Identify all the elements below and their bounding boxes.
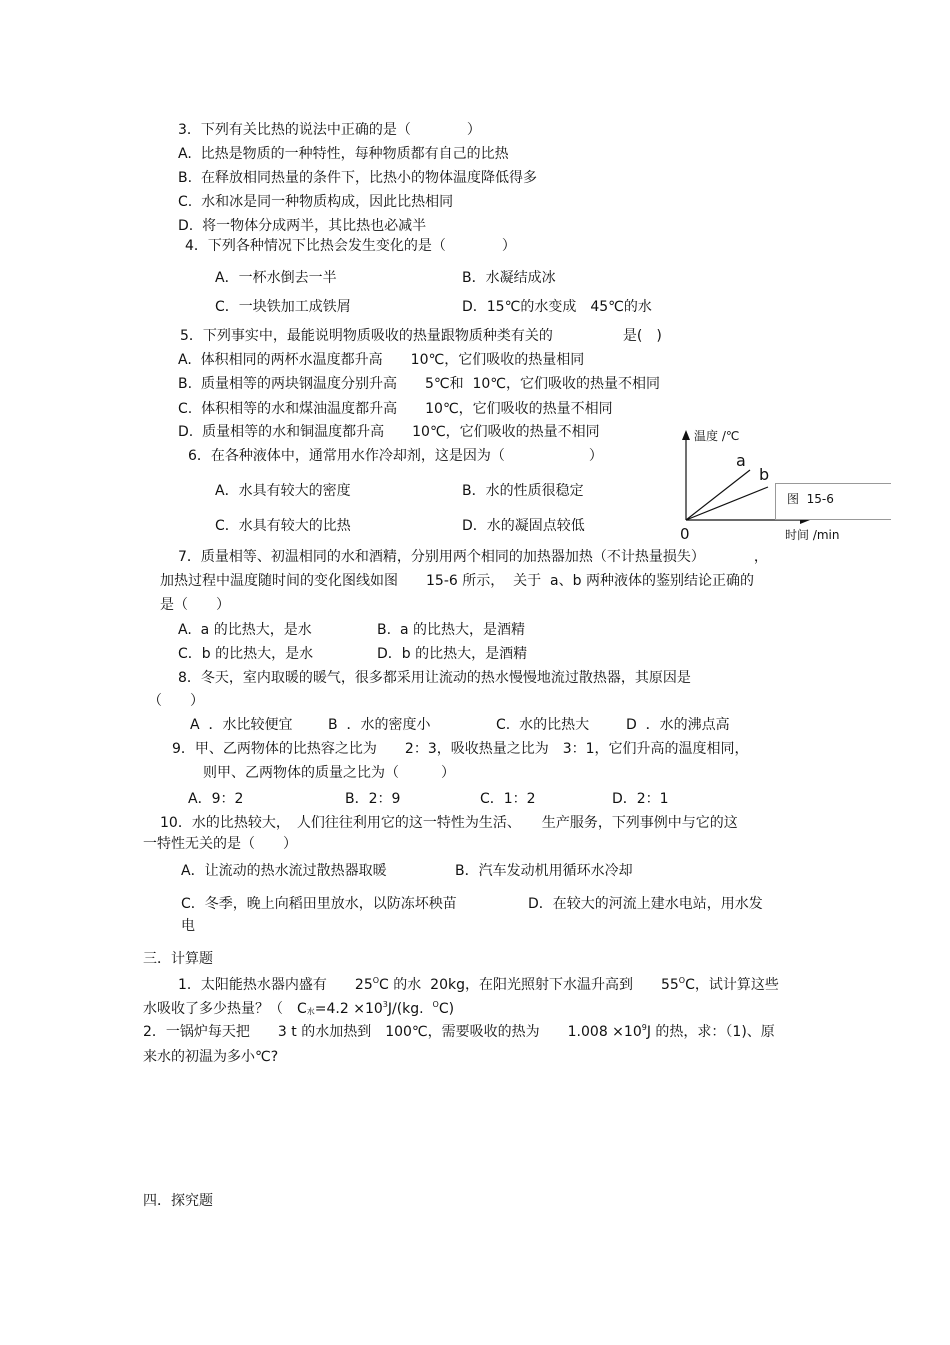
q4-option-d: D．15℃的水变成 45℃的水 xyxy=(462,299,652,315)
q9-stem-line-2: 则甲、乙两物体的质量之比为（ ） xyxy=(203,765,455,781)
q3-option-d: D. 将一物体分成两半，其比热也必减半 xyxy=(178,218,427,234)
figure-line-a-label: a xyxy=(736,451,746,470)
q6-stem: 6．在各种液体中，通常用水作冷却剂，这是因为（ ） xyxy=(188,448,603,464)
q8-option-d: D ．水的沸点高 xyxy=(626,717,730,733)
figure-origin-label: 0 xyxy=(680,525,690,543)
q5-option-b: B. 质量相等的两块钢温度分别升高 5℃和 10℃，它们吸收的热量不相同 xyxy=(178,376,661,392)
q4-stem: 4．下列各种情况下比热会发生变化的是（ ） xyxy=(185,238,516,254)
q4-option-b: B．水凝结成冰 xyxy=(462,270,556,286)
q8-option-a: A ．水比较便宜 xyxy=(190,717,293,733)
q4-option-c: C．一块铁加工成铁屑 xyxy=(215,299,351,315)
q5-option-a: A. 体积相同的两杯水温度都升高 10℃，它们吸收的热量相同 xyxy=(178,352,585,368)
calc-1-line-2: 水吸收了多少热量？（ $C_水=4.2 \times 10^3J/(kg$. $^O$C) xyxy=(143,1000,455,1017)
q3-option-c: C. 水和冰是同一种物质构成，因此比热相同 xyxy=(178,194,454,210)
q5-stem: 5．下列事实中，最能说明物质吸收的热量跟物质种类有关的 是( ) xyxy=(180,328,662,344)
q8-option-b: B ．水的密度小 xyxy=(328,717,431,733)
q10-option-d-line-2: 电 xyxy=(181,918,195,934)
q6-option-c: C．水具有较大的比热 xyxy=(215,518,351,534)
q5-option-d: D. 质量相等的水和铜温度都升高 10℃，它们吸收的热量不相同 xyxy=(178,424,600,440)
q3-option-b: B. 在释放相同热量的条件下，比热小的物体温度降低得多 xyxy=(178,170,537,186)
section-3-title: 三．计算题 xyxy=(143,951,213,967)
calc-2-line-1: 2．一锅炉每天把 3 t 的水加热到 100℃，需要吸收的热为 $1.008 \times 10^9J$ 的热，求：（1)、原 xyxy=(143,1023,775,1040)
figure-line-b-label: b xyxy=(759,465,770,484)
q3-stem: 3．下列有关比热的说法中正确的是（ ） xyxy=(178,122,481,138)
q7-option-a: A. a 的比热大，是水 xyxy=(178,622,312,638)
q6-option-d: D．水的凝固点较低 xyxy=(462,518,585,534)
figure-y-label: 温度 /℃ xyxy=(694,429,740,443)
figure-y-arrow xyxy=(682,430,690,440)
q8-stem-line-2: （ ） xyxy=(148,693,204,709)
q10-option-b: B．汽车发动机用循环水冷却 xyxy=(455,863,633,879)
q6-option-a: A．水具有较大的密度 xyxy=(215,483,351,499)
figure-line-b xyxy=(686,487,768,520)
q7-stem-line-3: 是（ ） xyxy=(160,597,230,613)
q10-option-c: C．冬季，晚上向稻田里放水，以防冻坏秧苗 xyxy=(181,896,457,912)
q10-option-d-line-1: D．在较大的河流上建水电站，用水发 xyxy=(528,896,763,912)
q10-stem-line-1: 10．水的比热较大， 人们往往利用它的这一特性为生活、 生产服务，下列事例中与它的这 xyxy=(160,815,738,831)
q7-stem-line-2: 加热过程中温度随时间的变化图线如图 15-6 所示， 关于 a、b 两种液体的鉴别结论正确的 xyxy=(160,573,754,589)
figure-x-label: 时间 /min xyxy=(785,528,840,542)
calc-2-line-2: 来水的初温为多小℃? xyxy=(143,1049,279,1065)
q8-option-c: C. 水的比热大 xyxy=(496,717,590,733)
q8-stem-line-1: 8．冬天，室内取暖的暖气，很多都采用让流动的热水慢慢地流过散热器，其原因是 xyxy=(178,670,691,686)
q7-option-b: B. a 的比热大，是酒精 xyxy=(377,622,525,638)
q5-option-c: C. 体积相等的水和煤油温度都升高 10℃，它们吸收的热量不相同 xyxy=(178,401,613,417)
section-4-title: 四．探究题 xyxy=(143,1193,213,1209)
q7-option-d: D．b 的比热大，是酒精 xyxy=(377,646,528,662)
q9-option-b: B．2：9 xyxy=(345,791,401,807)
q6-option-b: B．水的性质很稳定 xyxy=(462,483,584,499)
q9-option-a: A．9：2 xyxy=(188,791,244,807)
q9-stem-line-1: 9．甲、乙两物体的比热容之比为 2：3，吸收热量之比为 3：1，它们升高的温度相同， xyxy=(172,741,749,757)
q3-option-a: A. 比热是物质的一种特性，每种物质都有自己的比热 xyxy=(178,146,509,162)
q10-option-a: A．让流动的热水流过散热器取暖 xyxy=(181,863,387,879)
calc-1-line-1: 1．太阳能热水器内盛有 $25^OC$ 的水 20kg，在阳光照射下水温升高到 $55^OC$，试计算这些 xyxy=(178,976,779,993)
q4-option-a: A．一杯水倒去一半 xyxy=(215,270,337,286)
q9-option-c: C．1：2 xyxy=(480,791,536,807)
q7-option-c: C．b 的比热大，是水 xyxy=(178,646,314,662)
q9-option-d: D．2：1 xyxy=(612,791,669,807)
q7-stem-line-1: 7．质量相等、初温相同的水和酒精，分别用两个相同的加热器加热（不计热量损失） ， xyxy=(178,549,768,565)
figure-caption: 图 15-6 xyxy=(787,492,834,506)
q10-stem-line-2: 一特性无关的是（ ） xyxy=(143,836,297,852)
figure-line-a xyxy=(686,470,750,520)
